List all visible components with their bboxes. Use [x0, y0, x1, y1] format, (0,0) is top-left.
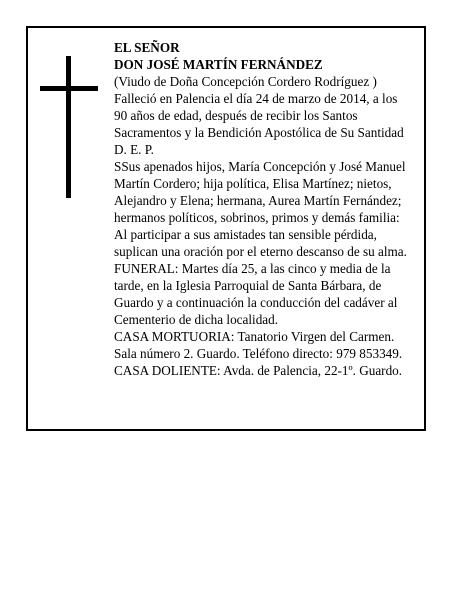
- prayer-request-line: Al participar a sus amistades tan sensible pérdida,: [114, 227, 377, 242]
- cross-horizontal-bar: [40, 86, 98, 91]
- death-details-line: 90 años de edad, después de recibir los Santos: [114, 108, 358, 123]
- widower-note: (Viudo de Doña Concepción Cordero Rodríguez ): [114, 74, 377, 89]
- death-details-line: Sacramentos y la Bendición Apostólica de Su Santidad: [114, 125, 404, 140]
- family-line: SSus apenados hijos, María Concepción y José Manuel: [114, 159, 406, 174]
- family-line: hermanos políticos, sobrinos, primos y demás familia:: [114, 210, 400, 225]
- mortuary-line: Sala número 2. Guardo. Teléfono directo: 979 853349.: [114, 346, 403, 361]
- funeral-line: tarde, en la Iglesia Parroquial de Santa Bárbara, de: [114, 278, 382, 293]
- funeral-line: Cementerio de dicha localidad.: [114, 312, 279, 327]
- mourning-house-line: CASA DOLIENTE: Avda. de Palencia, 22-1º. Guardo.: [114, 363, 403, 378]
- funeral-line: Guardo y a continuación la conducción del cadáver al: [114, 295, 398, 310]
- cross-icon: [40, 56, 98, 198]
- mortuary-line: CASA MORTUORIA: Tanatorio Virgen del Carmen.: [114, 329, 395, 344]
- family-line: Alejandro y Elena; hermana, Aurea Martín Fernández;: [114, 193, 402, 208]
- rip-line: D. E. P.: [114, 142, 154, 157]
- family-line: Martín Cordero; hija política, Elisa Martínez; nietos,: [114, 176, 392, 191]
- deceased-name: DON JOSÉ MARTÍN FERNÁNDEZ: [114, 57, 323, 72]
- notice-text: [114, 39, 419, 379]
- funeral-line: FUNERAL: Martes día 25, a las cinco y media de la: [114, 261, 391, 276]
- death-details-line: Falleció en Palencia el día 24 de marzo de 2014, a los: [114, 91, 398, 106]
- notice-heading-title: EL SEÑOR: [114, 40, 180, 55]
- obituary-notice: [26, 26, 426, 431]
- cross-vertical-bar: [66, 56, 71, 198]
- prayer-request-line: suplican una oración por el eterno descanso de su alma.: [114, 244, 407, 259]
